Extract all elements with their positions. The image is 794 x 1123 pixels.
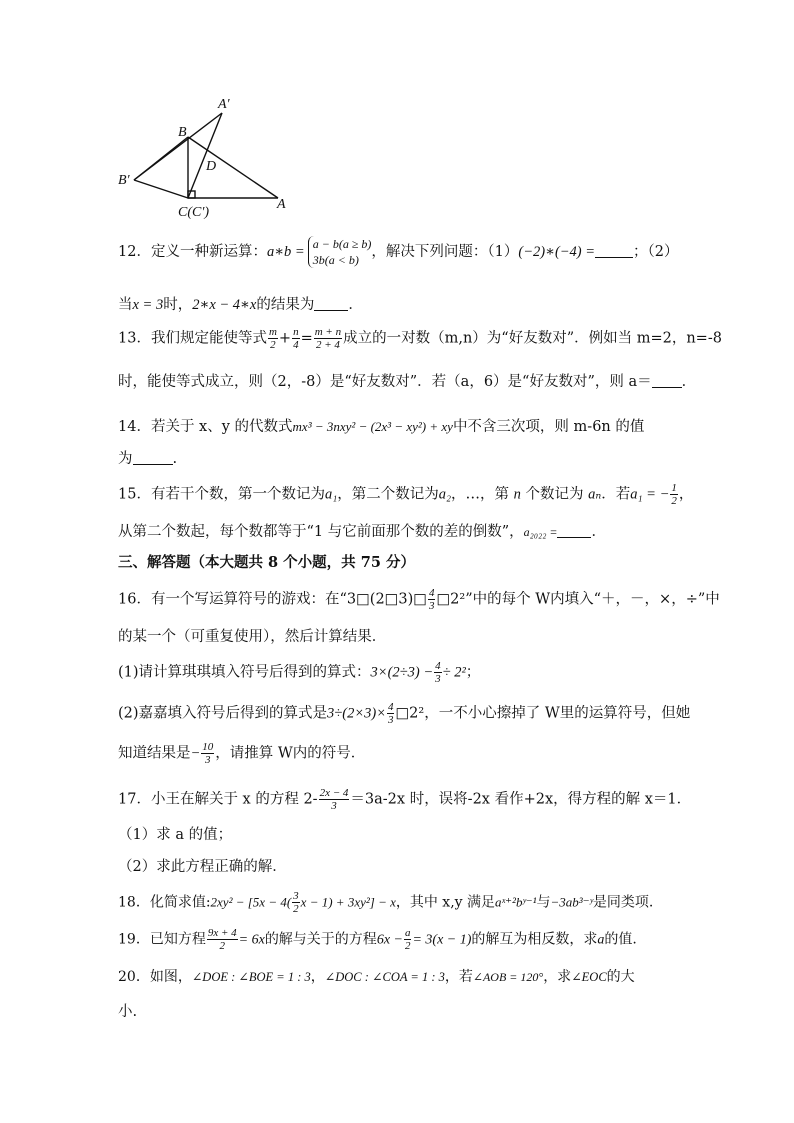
q12-line2: 当x = 3时，2∗x − 4∗x的结果为 ． <box>118 297 363 313</box>
q20-line1: 20．如图，∠DOE : ∠BOE = 1 : 3，∠DOC : ∠COA = 1 : 3，若∠AOB = 120°，求∠EOC的大 <box>118 969 635 985</box>
q14-line2: 为 . <box>118 451 178 467</box>
q17-part1: （1）求 a 的值； <box>118 827 233 843</box>
q16-part2-line2: 知道结果是− $\frac{10}{3}$ ，请推算 W内的符号． <box>118 741 366 766</box>
segment-b-prime-c <box>134 180 188 198</box>
q12-line1: 12．定义一种新运算：a∗b = a − b(a ≥ b) 3b(a < b) ，解决下列问题：（1）(−2)∗(−4) = ；（2） <box>118 237 679 267</box>
segment-ba <box>188 137 278 198</box>
label-b-prime: B′ <box>118 173 130 188</box>
q15-blank <box>557 523 591 538</box>
q15-line2: 从第二个数起，每个数都等于“1 与它前面那个数的差的倒数”，a₂₀₂₂ = ． <box>118 524 606 540</box>
q13-line2: 时，能使等式成立，则（2，-8）是“好友数对”．若（a，6）是“好友数对”，则 a＝ ． <box>118 374 697 390</box>
q20-line2: 小. <box>118 1004 138 1020</box>
q13-blank <box>652 373 682 388</box>
q12-blank-2 <box>314 296 348 311</box>
label-d: D <box>206 159 217 174</box>
label-a: A <box>277 197 286 212</box>
q19-line: 19．已知方程 $\frac{9x + 4}{2}$ = 6x的解与关于的方程6x − $\frac{a}{2}$ = 3(x − 1)的解互为相反数，求a的值. <box>118 927 637 952</box>
q12-cases: a − b(a ≥ b) 3b(a < b) <box>308 236 372 268</box>
triangle-figure <box>112 92 302 222</box>
q16-line1: 16．有一个写运算符号的游戏：在“3□(2□3)□ $\frac{4}{3}$ □2²”中的每个 W内填入“＋，－，×，÷”中 <box>118 587 720 612</box>
q16-part2: (2)嘉嘉填入符号后得到的算式是3÷(2×3)× $\frac{4}{3}$ □2²，一不小心擦掉了 W里的运算符号，但她 <box>118 701 691 726</box>
q13-line1: 13．我们规定能使等式 $\frac{m}{2}$ + $\frac{n}{4}$ = $\frac{m + n}{2 + 4}$ 成立的一对数（m,n）为“好友数对”．例如当 m=2，n=-8 <box>118 326 722 351</box>
label-c: C(C′) <box>178 205 210 220</box>
q12-blank-1 <box>595 243 633 258</box>
q17-line1: 17．小王在解关于 x 的方程 2- $\frac{2x - 4}{3}$ ＝3a-2x 时，误将-2x 看作+2x，得方程的解 x＝1． <box>118 787 692 812</box>
section-heading: 三、解答题（本大题共 8 个小题，共 75 分） <box>118 554 415 571</box>
q14-line1: 14．若关于 x、y 的代数式mx³ − 3nxy² − (2x³ − xy²) + xy中不含三次项，则 m-6n 的值 <box>118 419 645 435</box>
q17-part2: （2）求此方程正确的解． <box>118 859 287 875</box>
q16-line2: 的某一个（可重复使用），然后计算结果． <box>118 629 387 645</box>
q14-blank <box>133 450 173 465</box>
q18-line: 18．化简求值:2xy² − [5x − 4( $\frac{3}{2}$ x − 1) + 3xy²] − x，其中 x,y 满足aˣ⁺²bʸ⁻¹与−3ab³⁻ʸ是同类项. <box>118 890 654 915</box>
label-a-prime: A′ <box>218 97 230 112</box>
q15-line1: 15．有若干个数，第一个数记为a₁，第二个数记为a₂，…，第 n 个数记为 aₙ．若a₁ = − $\frac{1}{2}$ ， <box>118 482 694 507</box>
label-b: B <box>178 125 187 140</box>
q16-part1: (1)请计算琪琪填入符号后得到的算式：3×(2÷3) − $\frac{4}{3}$ ÷ 2²； <box>118 660 481 685</box>
